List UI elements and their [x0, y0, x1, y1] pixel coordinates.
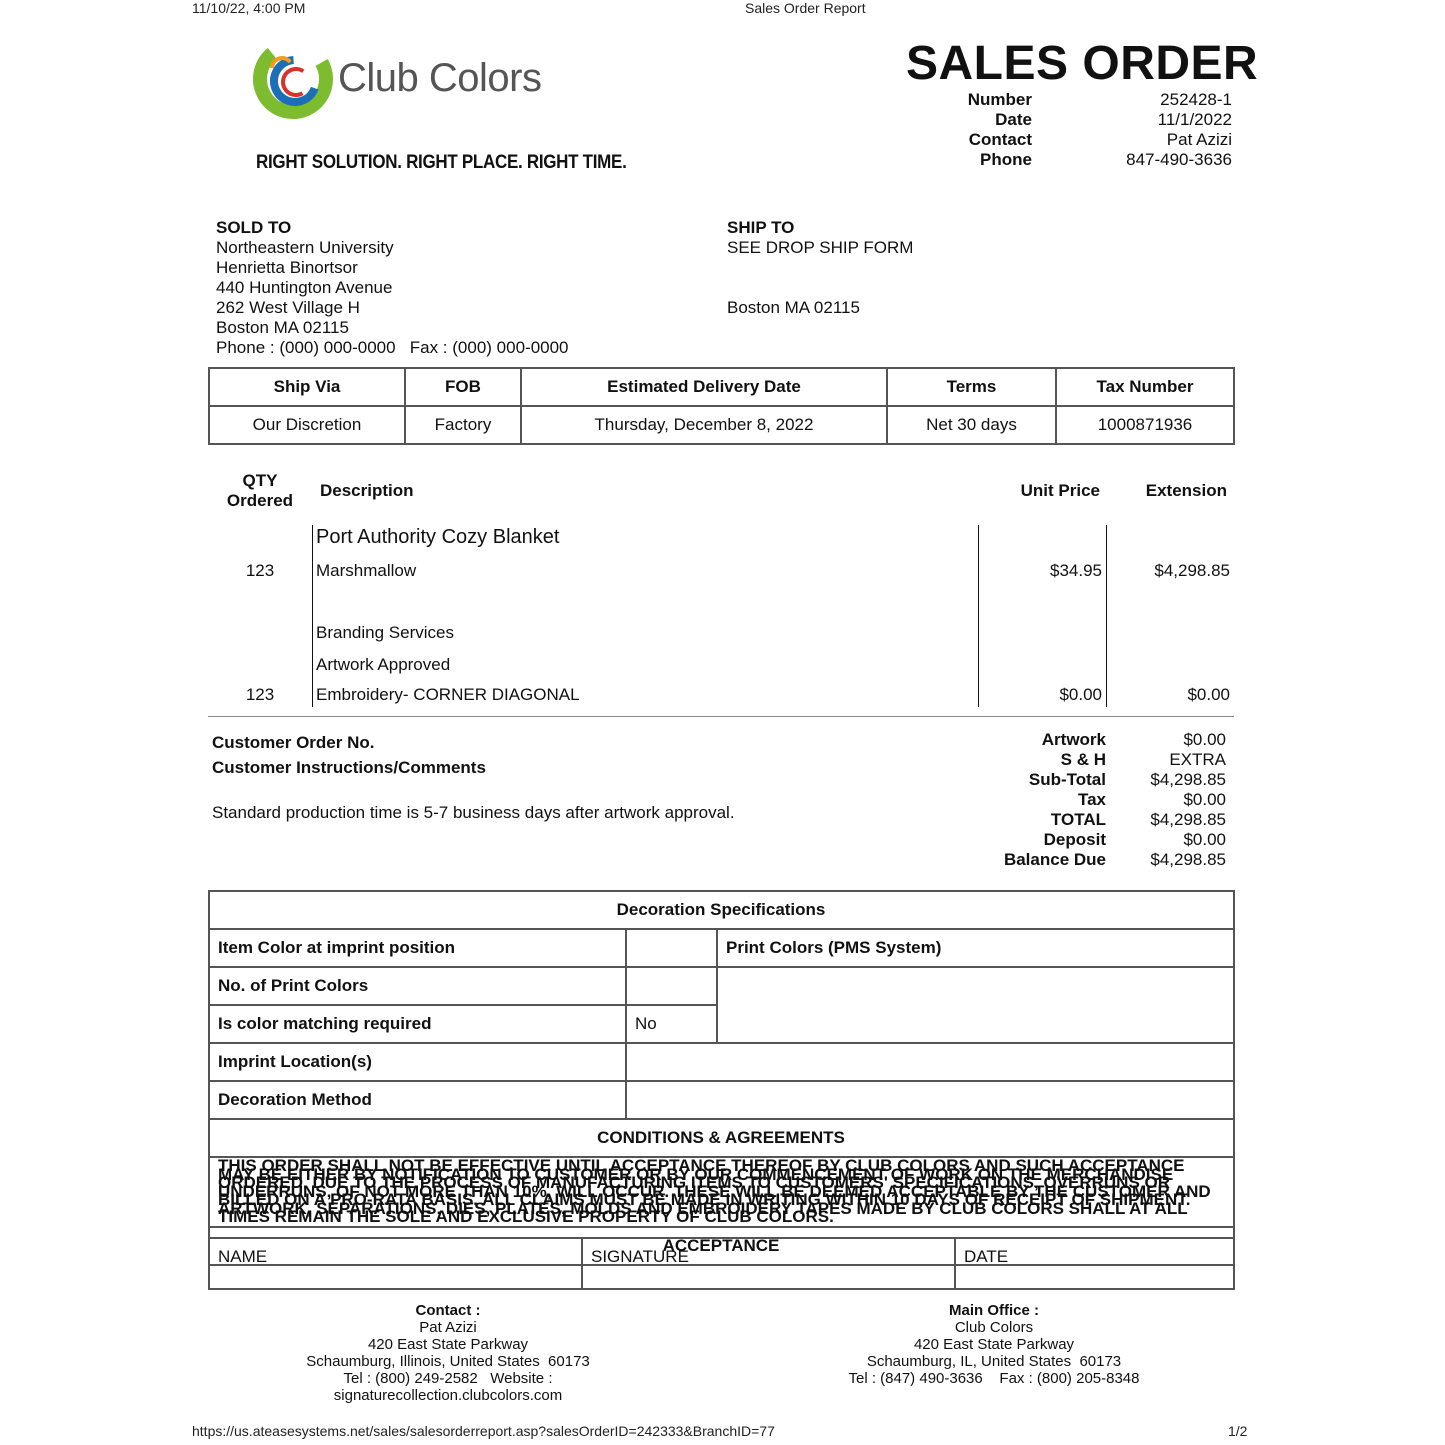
footer-office-heading: Main Office :: [948, 1302, 1039, 1319]
meta-value: 11/1/2022: [1157, 110, 1232, 129]
print-page-number: 1/2: [1228, 1423, 1248, 1439]
total-value: EXTRA: [1169, 750, 1226, 769]
club-colors-logo-icon: [252, 38, 334, 120]
shipping-header: Tax Number: [1056, 368, 1234, 406]
ship-to-line: Boston MA 02115: [727, 298, 860, 317]
footer-contact-heading: Contact :: [415, 1302, 481, 1319]
acceptance-table: [208, 1237, 1235, 1290]
meta-label: Number: [967, 90, 1032, 109]
company-tagline: RIGHT SOLUTION. RIGHT PLACE. RIGHT TIME.: [256, 150, 627, 173]
meta-value: 847-490-3636: [1126, 150, 1232, 169]
footer-line: Tel : (847) 490-3636 Fax : (800) 205-8348: [848, 1370, 1140, 1387]
total-value: $4,298.85: [1150, 810, 1226, 829]
footer-contact: [248, 1302, 648, 1404]
ship-to-line: SEE DROP SHIP FORM: [727, 238, 914, 257]
item-description: Embroidery- CORNER DIAGONAL: [316, 685, 580, 704]
sold-to-line: Henrietta Binortsor: [216, 258, 358, 277]
print-title: Sales Order Report: [745, 0, 866, 16]
ship-to-block: [727, 218, 913, 318]
meta-label: Contact: [968, 130, 1032, 149]
shipping-header: Ship Via: [209, 368, 405, 406]
items-divider: [208, 716, 1234, 717]
shipping-value: Net 30 days: [887, 406, 1056, 444]
date-field[interactable]: DATE: [955, 1238, 1234, 1289]
meta-label: Phone: [980, 150, 1032, 169]
item-extension: $4,298.85: [1154, 561, 1230, 580]
acceptance-title: ACCEPTANCE: [209, 1227, 1234, 1265]
qty-header-line2: Ordered: [226, 491, 294, 510]
signature-field[interactable]: SIGNATURE: [582, 1238, 955, 1289]
order-meta: [912, 90, 1232, 170]
item-unit-price: $0.00: [1059, 685, 1102, 704]
decoration-method-value: [626, 1081, 1234, 1119]
shipping-header: Terms: [887, 368, 1056, 406]
footer-line: Club Colors: [954, 1319, 1034, 1336]
unit-price-header: Unit Price: [1020, 481, 1100, 500]
sold-to-line: Phone : (000) 000-0000 Fax : (000) 000-0000: [216, 338, 569, 357]
conditions-title: CONDITIONS & AGREEMENTS: [209, 1119, 1234, 1157]
item-extension: $0.00: [1187, 685, 1230, 704]
decoration-title: Decoration Specifications: [209, 891, 1234, 929]
total-label: Balance Due: [1003, 850, 1106, 869]
imprint-location-label: Imprint Location(s): [209, 1043, 626, 1081]
branding-note: Artwork Approved: [316, 655, 451, 674]
meta-label: Date: [995, 110, 1032, 129]
conditions-text: THIS ORDER SHALL NOT BE EFFECTIVE UNTIL ACCEPTANCE THEREOF BY CLUB COLORS AND SUCH ACCEPTANCE MAY BE EITHER BY NOTIFICATION TO CUSTOMER OR BY OUR COMMENCEMENT OF WORK ON THE MERCHANDISE ORDERED. DUE TO THE PROCESS OF MANUFACTURING ITEMS TO CUSTOMERS' SPECIFICATIONS, OVERRUNS OR UNDERRUNS, OF NOT MORE THAN 10%, WILL OCCUR. THESE WILL BE DEEMED ACCEPTABLE BY THE CUSTOMER AND BILLED ON A PRO-RATA BASIS. ALL CLAIMS MUST BE MADE IN WRITING WITHIN 10 DAYS OF RECEIPT OF SHIPMENT. ARTWORK, SEPARATIONS, DIES, PLATES, MOLDS AND EMBROIDERY TAPES MADE BY CLUB COLORS SHALL AT ALL TIMES REMAIN THE SOLE AND EXCLUSIVE PROPERTY OF CLUB COLORS.: [209, 1157, 1234, 1227]
sales-order-title: SALES ORDER: [906, 37, 1259, 90]
name-field[interactable]: NAME: [209, 1238, 582, 1289]
decoration-method-label: Decoration Method: [209, 1081, 626, 1119]
company-name: Club Colors: [338, 56, 542, 100]
total-label: Tax: [1077, 790, 1106, 809]
total-label: Sub-Total: [1028, 770, 1106, 789]
footer-line: 420 East State Parkway: [913, 1336, 1075, 1353]
description-header: Description: [320, 481, 414, 500]
footer-line: Schaumburg, Illinois, United States 60173: [306, 1353, 590, 1370]
item-qty: 123: [245, 561, 275, 580]
meta-value: Pat Azizi: [1166, 130, 1232, 149]
item-qty: 123: [245, 685, 275, 704]
totals-block: [966, 730, 1226, 870]
print-url: https://us.ateasesystems.net/sales/salesorderreport.asp?salesOrderID=242333&BranchID=77: [192, 1423, 775, 1439]
print-datetime: 11/10/22, 4:00 PM: [192, 0, 306, 16]
print-colors-value: [717, 967, 1234, 1043]
footer-website: signaturecollection.clubcolors.com: [333, 1387, 563, 1404]
imprint-location-value: [626, 1043, 1234, 1081]
customer-instructions-label: Customer Instructions/Comments: [212, 758, 486, 777]
item-description: Marshmallow: [316, 561, 417, 580]
item-unit-price: $34.95: [1050, 561, 1102, 580]
branding-title: Branding Services: [316, 623, 454, 642]
product-name: Port Authority Cozy Blanket: [316, 526, 560, 548]
sold-to-block: [216, 218, 569, 358]
column-divider: [1106, 525, 1107, 707]
item-color-label: Item Color at imprint position: [209, 929, 626, 967]
footer-line: Tel : (800) 249-2582 Website :: [343, 1370, 553, 1387]
total-label: Deposit: [1043, 830, 1106, 849]
footer-main-office: [794, 1302, 1194, 1387]
total-label: S & H: [1060, 750, 1106, 769]
qty-header: [226, 471, 294, 511]
total-value: $4,298.85: [1150, 850, 1226, 869]
shipping-header: FOB: [405, 368, 521, 406]
decoration-table: [208, 890, 1235, 1266]
total-value: $0.00: [1183, 730, 1226, 749]
extension-header: Extension: [1145, 481, 1227, 500]
shipping-value: Thursday, December 8, 2022: [521, 406, 887, 444]
shipping-table: [208, 367, 1235, 445]
num-colors-label: No. of Print Colors: [209, 967, 626, 1005]
total-label: TOTAL: [1050, 810, 1106, 829]
item-color-value: [626, 929, 717, 967]
meta-value: 252428-1: [1160, 90, 1232, 109]
qty-header-line1: QTY: [242, 471, 278, 490]
color-match-value: No: [626, 1005, 717, 1043]
num-colors-value: [626, 967, 717, 1005]
total-value: $0.00: [1183, 830, 1226, 849]
shipping-value: Factory: [405, 406, 521, 444]
column-divider: [978, 525, 979, 707]
sold-to-line: 262 West Village H: [216, 298, 360, 317]
shipping-header: Estimated Delivery Date: [521, 368, 887, 406]
sold-to-line: 440 Huntington Avenue: [216, 278, 393, 297]
total-label: Artwork: [1041, 730, 1106, 749]
shipping-value: Our Discretion: [209, 406, 405, 444]
sold-to-line: Boston MA 02115: [216, 318, 349, 337]
footer-line: Pat Azizi: [419, 1319, 477, 1336]
column-divider: [312, 525, 313, 707]
customer-comments: Standard production time is 5-7 business days after artwork approval.: [212, 803, 735, 822]
sold-to-heading: SOLD TO: [216, 218, 292, 237]
shipping-value: 1000871936: [1056, 406, 1234, 444]
total-value: $4,298.85: [1150, 770, 1226, 789]
customer-order-no-label: Customer Order No.: [212, 733, 375, 752]
ship-to-heading: SHIP TO: [727, 218, 795, 237]
total-value: $0.00: [1183, 790, 1226, 809]
sold-to-line: Northeastern University: [216, 238, 394, 257]
color-match-label: Is color matching required: [209, 1005, 626, 1043]
footer-line: Schaumburg, IL, United States 60173: [866, 1353, 1122, 1370]
footer-line: 420 East State Parkway: [367, 1336, 529, 1353]
print-colors-label: Print Colors (PMS System): [717, 929, 1234, 967]
